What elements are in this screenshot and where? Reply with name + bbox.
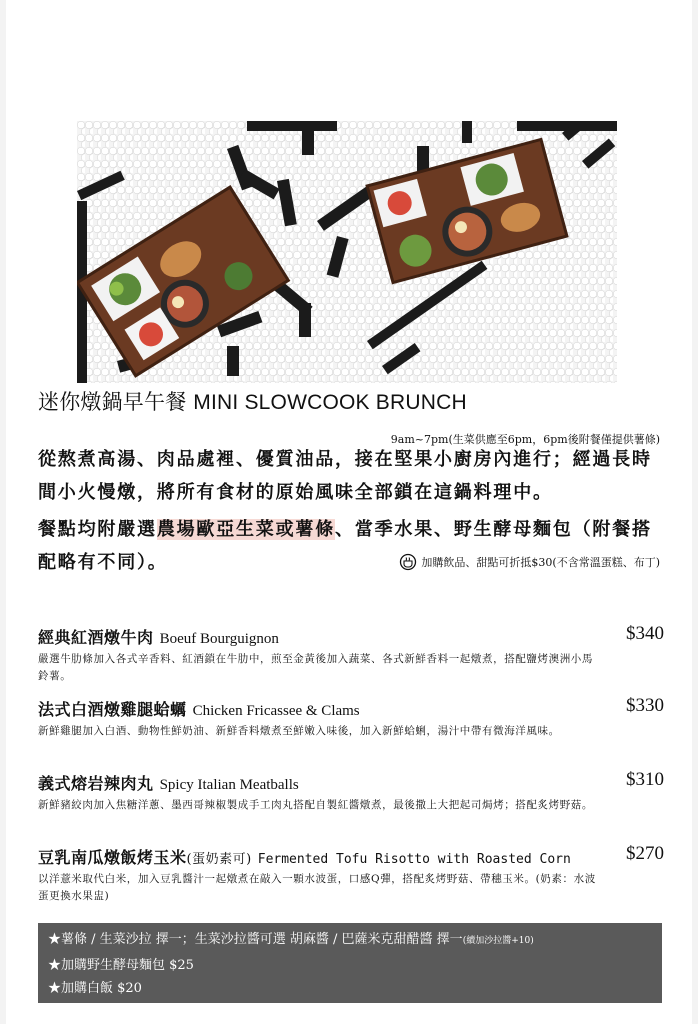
menu-item-description: 新鮮豬絞肉加入焦糖洋蔥、墨西哥辣椒製成手工肉丸搭配自製紅醬燉煮，最後撒上大把起司焗烤；搭配炙烤野菇。	[38, 799, 593, 811]
addon-bread: ★加購野生酵母麵包 $25	[48, 957, 194, 973]
addon-side-choice	[48, 928, 652, 954]
menu-item-name	[38, 771, 664, 794]
menu-item-description: 嚴選牛肋條加入各式辛香料、紅酒鎖在牛肋中，煎至金黃後加入蔬菜、各式新鮮香料一起燉煮，搭配鹽烤澳洲小馬鈴薯。	[38, 653, 593, 682]
page-edge-right	[692, 0, 698, 1024]
menu-item	[38, 771, 664, 814]
cafe-badge-icon	[399, 553, 417, 571]
intro-paragraph: 從熬煮高湯、肉品處裡、優質油品，接在堅果小廚房內進行；經過長時間小火慢燉，將所有食材的原始風味全部鎖在這鍋料理中。	[38, 449, 652, 503]
discount-text: 加購飲品、甜點可折抵$30(不含常溫蛋糕、布丁)	[421, 556, 660, 569]
menu-item-name-zh: 法式白酒燉雞腿蛤蠣	[38, 700, 187, 719]
intro-sides-prefix: 餐點均附嚴選	[38, 519, 157, 540]
hero-photo-illustration	[77, 121, 617, 383]
title-zh: 迷你燉鍋早午餐	[38, 390, 187, 414]
menu-item-price: $310	[626, 769, 664, 790]
opening-hours: 9am~7pm(生菜供應至6pm，6pm後附餐僅提供薯條)	[390, 433, 660, 446]
menu-item-name-zh: 義式熔岩辣肉丸	[38, 774, 154, 793]
addon-side-choice-text: ★薯條 / 生菜沙拉 擇一；生菜沙拉醬可選 胡麻醬 / 巴薩米克甜醋醬 擇一	[48, 932, 463, 947]
menu-section-title	[38, 386, 467, 416]
intro-sides-highlight: 農場歐亞生菜或薯條	[156, 519, 336, 540]
title-en: MINI SLOWCOOK BRUNCH	[193, 391, 467, 414]
menu-item-name-en: Chicken Fricassee & Clams	[192, 703, 360, 719]
addon-options-box	[38, 923, 662, 1003]
drink-dessert-discount	[399, 553, 660, 571]
menu-item-name-zh: 豆乳南瓜燉飯烤玉米	[38, 848, 187, 867]
menu-item-description: 以洋薏米取代白米，加入豆乳醬汁一起燉煮在敲入一顆水波蛋，口感Q彈，搭配炙烤野菇、帶穗玉米。(奶素：水波蛋更換水果盅)	[38, 873, 596, 902]
menu-item-price: $330	[626, 695, 664, 716]
menu-item-description: 新鮮雞腿加入白酒、動物性鮮奶油、新鮮香料燉煮至鮮嫩入味後，加入新鮮蛤蜊，湯汁中帶有微海洋風味。	[38, 725, 560, 737]
menu-item-name-en: Fermented Tofu Risotto with Roasted Corn	[257, 852, 571, 867]
hero-photo	[77, 121, 617, 383]
intro-sides-suffix: 、當季水果、野生酵母麵包（附餐搭配略有不同）。	[38, 519, 652, 573]
menu-item-name-en: Spicy Italian Meatballs	[159, 777, 299, 793]
menu-item-name-note: (蛋奶素可)	[186, 852, 252, 867]
menu-item	[38, 845, 664, 905]
menu-item-price: $340	[626, 623, 664, 644]
menu-item-price: $270	[626, 843, 664, 864]
menu-item-name	[38, 697, 664, 720]
addon-dressing-extra: (續加沙拉醬+10)	[462, 936, 534, 946]
menu-item	[38, 625, 664, 685]
menu-item-name-zh: 經典紅酒燉牛肉	[38, 628, 154, 647]
menu-item-name	[38, 625, 664, 648]
menu-item-name	[38, 845, 664, 868]
menu-item-name-en: Boeuf Bourguignon	[159, 631, 279, 647]
menu-item	[38, 697, 664, 740]
page-edge-left	[0, 0, 6, 1024]
addon-rice: ★加購白飯 $20	[48, 981, 142, 996]
